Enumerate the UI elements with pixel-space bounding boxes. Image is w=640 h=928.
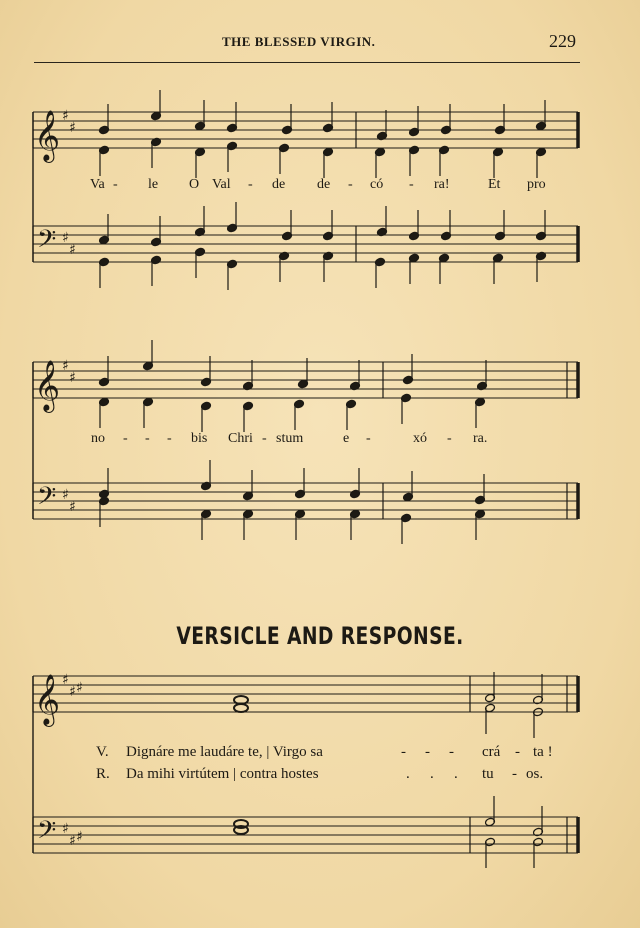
- bass-clef-icon: 𝄢: [37, 816, 57, 851]
- sharp-icon: ♯: [76, 680, 83, 696]
- system2-lyrics: [0, 431, 640, 451]
- bass-clef-icon: 𝄢: [37, 225, 57, 260]
- response-text: .: [406, 766, 410, 782]
- versicle-text: ta !: [533, 744, 553, 760]
- lyric-syllable: ra!: [434, 177, 450, 192]
- sharp-icon: ♯: [62, 672, 69, 688]
- response-text: .: [430, 766, 434, 782]
- page-number: 229: [549, 31, 576, 51]
- running-title: THE BLESSED VIRGIN.: [222, 34, 376, 49]
- versicle-text: -: [515, 744, 520, 760]
- lyric-syllable: stum: [276, 431, 304, 446]
- lyric-syllable: -: [113, 177, 118, 192]
- sharp-icon: ♯: [69, 120, 76, 136]
- lyric-syllable: Et: [488, 177, 501, 192]
- lyric-syllable: de: [317, 177, 331, 192]
- bass-clef-icon: 𝄢: [37, 482, 57, 517]
- versicle-text: crá: [482, 744, 501, 760]
- lyric-syllable: có: [370, 177, 384, 192]
- system1-lyrics: [0, 177, 640, 197]
- treble-clef-icon: 𝄞: [34, 110, 61, 161]
- section-title: VERSICLE AND RESPONSE.: [176, 622, 464, 650]
- staff-lines: [33, 112, 578, 853]
- lyric-syllable: -: [123, 431, 128, 446]
- lyric-syllable: -: [145, 431, 150, 446]
- lyric-syllable: O: [189, 177, 200, 192]
- versicle-text: -: [449, 744, 454, 760]
- sharp-icon: ♯: [76, 829, 83, 845]
- sharp-icon: ♯: [62, 821, 69, 837]
- lyric-syllable: Chri: [228, 431, 253, 446]
- sharp-icon: ♯: [69, 833, 76, 849]
- lyric-syllable: -: [248, 177, 253, 192]
- response-text: .: [454, 766, 458, 782]
- lyric-syllable: e: [343, 431, 350, 446]
- lyric-syllable: -: [366, 431, 371, 446]
- response-text: os.: [526, 766, 544, 782]
- lyric-syllable: -: [262, 431, 267, 446]
- response-text: -: [512, 766, 517, 782]
- treble-clef-icon: 𝄞: [34, 360, 61, 411]
- versicle-text: Dignáre me laudáre te, | Virgo sa: [126, 744, 323, 760]
- sharp-icon: ♯: [69, 242, 76, 258]
- lyric-syllable: -: [348, 177, 353, 192]
- lyric-syllable: ra.: [473, 431, 488, 446]
- lyric-syllable: -: [167, 431, 172, 446]
- lyric-syllable: Val: [212, 177, 231, 192]
- sharp-icon: ♯: [62, 487, 69, 503]
- whole-note: [234, 704, 248, 712]
- clefs-and-keys: [34, 108, 83, 851]
- response-text: tu: [482, 766, 494, 782]
- response-marker: R.: [96, 766, 110, 782]
- lyric-syllable: de: [272, 177, 286, 192]
- lyric-syllable: -: [409, 177, 414, 192]
- response-text: Da mihi virtútem | contra hostes: [126, 766, 319, 782]
- sharp-icon: ♯: [69, 370, 76, 386]
- lyric-syllable: le: [148, 177, 159, 192]
- lyric-syllable: -: [447, 431, 452, 446]
- sharp-icon: ♯: [69, 499, 76, 515]
- lyric-syllable: no: [91, 431, 105, 446]
- versicle-text: -: [425, 744, 430, 760]
- lyric-syllable: Va: [90, 177, 105, 192]
- sharp-icon: ♯: [62, 358, 69, 374]
- treble-clef-icon: 𝄞: [34, 674, 61, 725]
- sharp-icon: ♯: [69, 684, 76, 700]
- sharp-icon: ♯: [62, 230, 69, 246]
- lyric-syllable: xó: [413, 431, 427, 446]
- lyric-syllable: bis: [191, 431, 208, 446]
- versicle-marker: V.: [96, 744, 109, 760]
- sharp-icon: ♯: [62, 108, 69, 124]
- versicle-text: -: [401, 744, 406, 760]
- lyric-syllable: pro: [527, 177, 546, 192]
